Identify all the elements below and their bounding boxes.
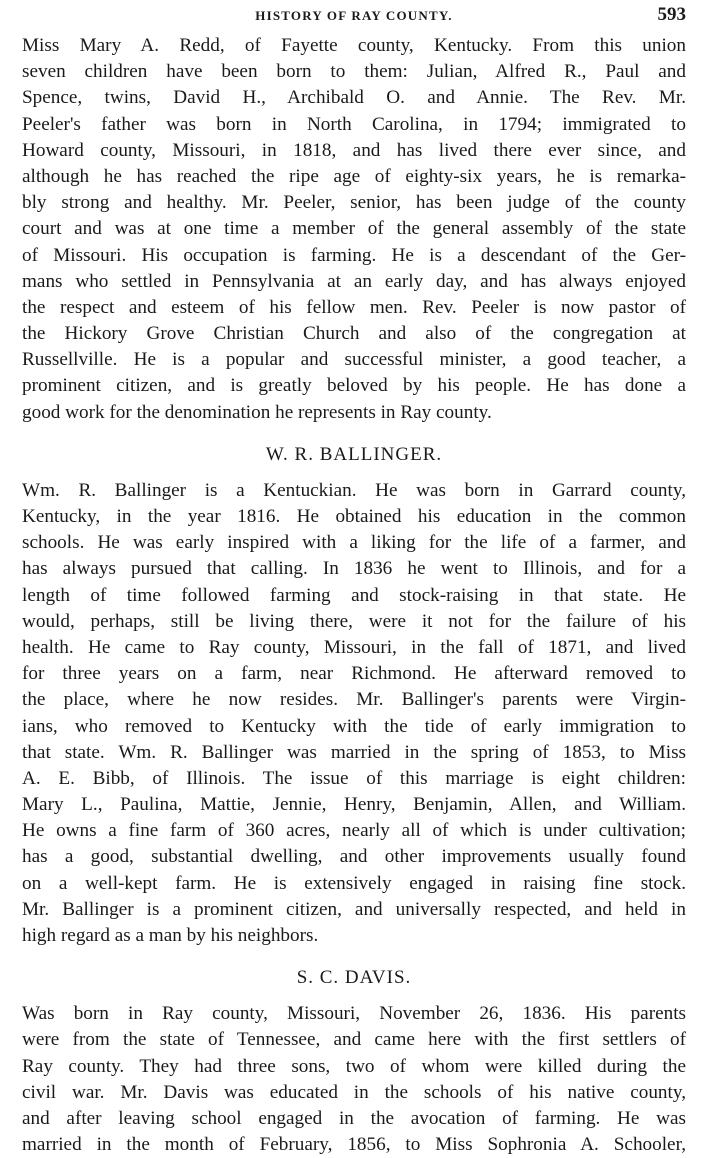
text-line: Howard county, Missouri, in 1818, and has lived there ever since, and (22, 139, 686, 161)
text-line: good work for the denomination he represents in Ray county. (22, 401, 492, 423)
text-line: Wm. R. Ballinger is a Kentuckian. He was born in Garrard county, (22, 479, 686, 501)
section-heading: W. R. BALLINGER. (265, 443, 443, 465)
text-line: the Hickory Grove Christian Church and also of the congregation at (22, 323, 686, 345)
section (22, 426, 686, 949)
text-line: civil war. Mr. Davis was educated in the schools of his native county, (22, 1081, 686, 1103)
text-line: He owns a fine farm of 360 acres, nearly all of which is under cultivation; (22, 820, 686, 842)
text-line: Spence, twins, David H., Archibald O. and Annie. The Rev. Mr. (22, 87, 686, 109)
text-line: the place, where he now resides. Mr. Ballinger's parents were Virgin- (22, 689, 686, 711)
text-line: and after leaving school engaged in the avocation of farming. He was (22, 1107, 686, 1129)
text-line: court and was at one time a member of the general assembly of the state (22, 218, 686, 240)
text-line: although he has reached the ripe age of eighty-six years, he is remarka- (22, 165, 686, 187)
page-body (22, 33, 686, 1158)
text-line: of Missouri. His occupation is farming. He is a descendant of the Ger- (22, 244, 686, 266)
page-number: 593 (657, 4, 686, 25)
section (22, 949, 686, 1158)
text-line: married in the month of February, 1856, to Miss Sophronia A. Schooler, (22, 1134, 686, 1156)
text-line: seven children have been born to them: Julian, Alfred R., Paul and (22, 61, 686, 83)
section-heading: S. C. DAVIS. (296, 967, 412, 989)
text-line: Mr. Ballinger is a prominent citizen, and universally respected, and held in (22, 898, 686, 920)
text-line: would, perhaps, still be living there, were it not for the failure of his (22, 610, 686, 632)
text-line: for three years on a farm, near Richmond. He afterward removed to (22, 663, 686, 685)
text-line: on a well-kept farm. He is extensively engaged in raising fine stock. (22, 872, 686, 894)
running-head: HISTORY OF RAY COUNTY. (255, 8, 453, 23)
text-line: Ray county. They had three sons, two of whom were killed during the (22, 1055, 686, 1077)
text-line: Was born in Ray county, Missouri, November 26, 1836. His parents (22, 1003, 686, 1025)
section (22, 33, 686, 426)
page-header (22, 2, 686, 28)
text-line: length of time followed farming and stock-raising in that state. He (22, 584, 686, 606)
text-line: that state. Wm. R. Ballinger was married in the spring of 1853, to Miss (22, 741, 686, 763)
text-line: were from the state of Tennessee, and came here with the first settlers of (22, 1029, 686, 1051)
text-line: Peeler's father was born in North Carolina, in 1794; immigrated to (22, 113, 686, 135)
text-line: bly strong and healthy. Mr. Peeler, senior, has been judge of the county (22, 192, 686, 214)
text-line: high regard as a man by his neighbors. (22, 925, 319, 946)
text-line: schools. He was early inspired with a liking for the life of a farmer, and (22, 532, 686, 554)
text-line: ians, who removed to Kentucky with the tide of early immigration to (22, 715, 686, 737)
text-line: the respect and esteem of his fellow men. Rev. Peeler is now pastor of (22, 296, 686, 318)
text-line: A. E. Bibb, of Illinois. The issue of this marriage is eight children: (22, 767, 686, 789)
text-line: health. He came to Ray county, Missouri, in the fall of 1871, and lived (22, 636, 686, 658)
text-line: has always pursued that calling. In 1836 he went to Illinois, and for a (22, 558, 686, 580)
text-line: has a good, substantial dwelling, and other improvements usually found (22, 846, 686, 868)
text-line: mans who settled in Pennsylvania at an early day, and has always enjoyed (22, 270, 686, 292)
text-line: Kentucky, in the year 1816. He obtained his education in the common (22, 506, 686, 527)
text-line: Russellville. He is a popular and successful minister, a good teacher, a (22, 349, 686, 371)
text-line: prominent citizen, and is greatly beloved by his people. He has done a (22, 375, 686, 397)
text-line: Miss Mary A. Redd, of Fayette county, Kentucky. From this union (22, 35, 686, 56)
text-line: Mary L., Paulina, Mattie, Jennie, Henry, Benjamin, Allen, and William. (22, 794, 686, 816)
